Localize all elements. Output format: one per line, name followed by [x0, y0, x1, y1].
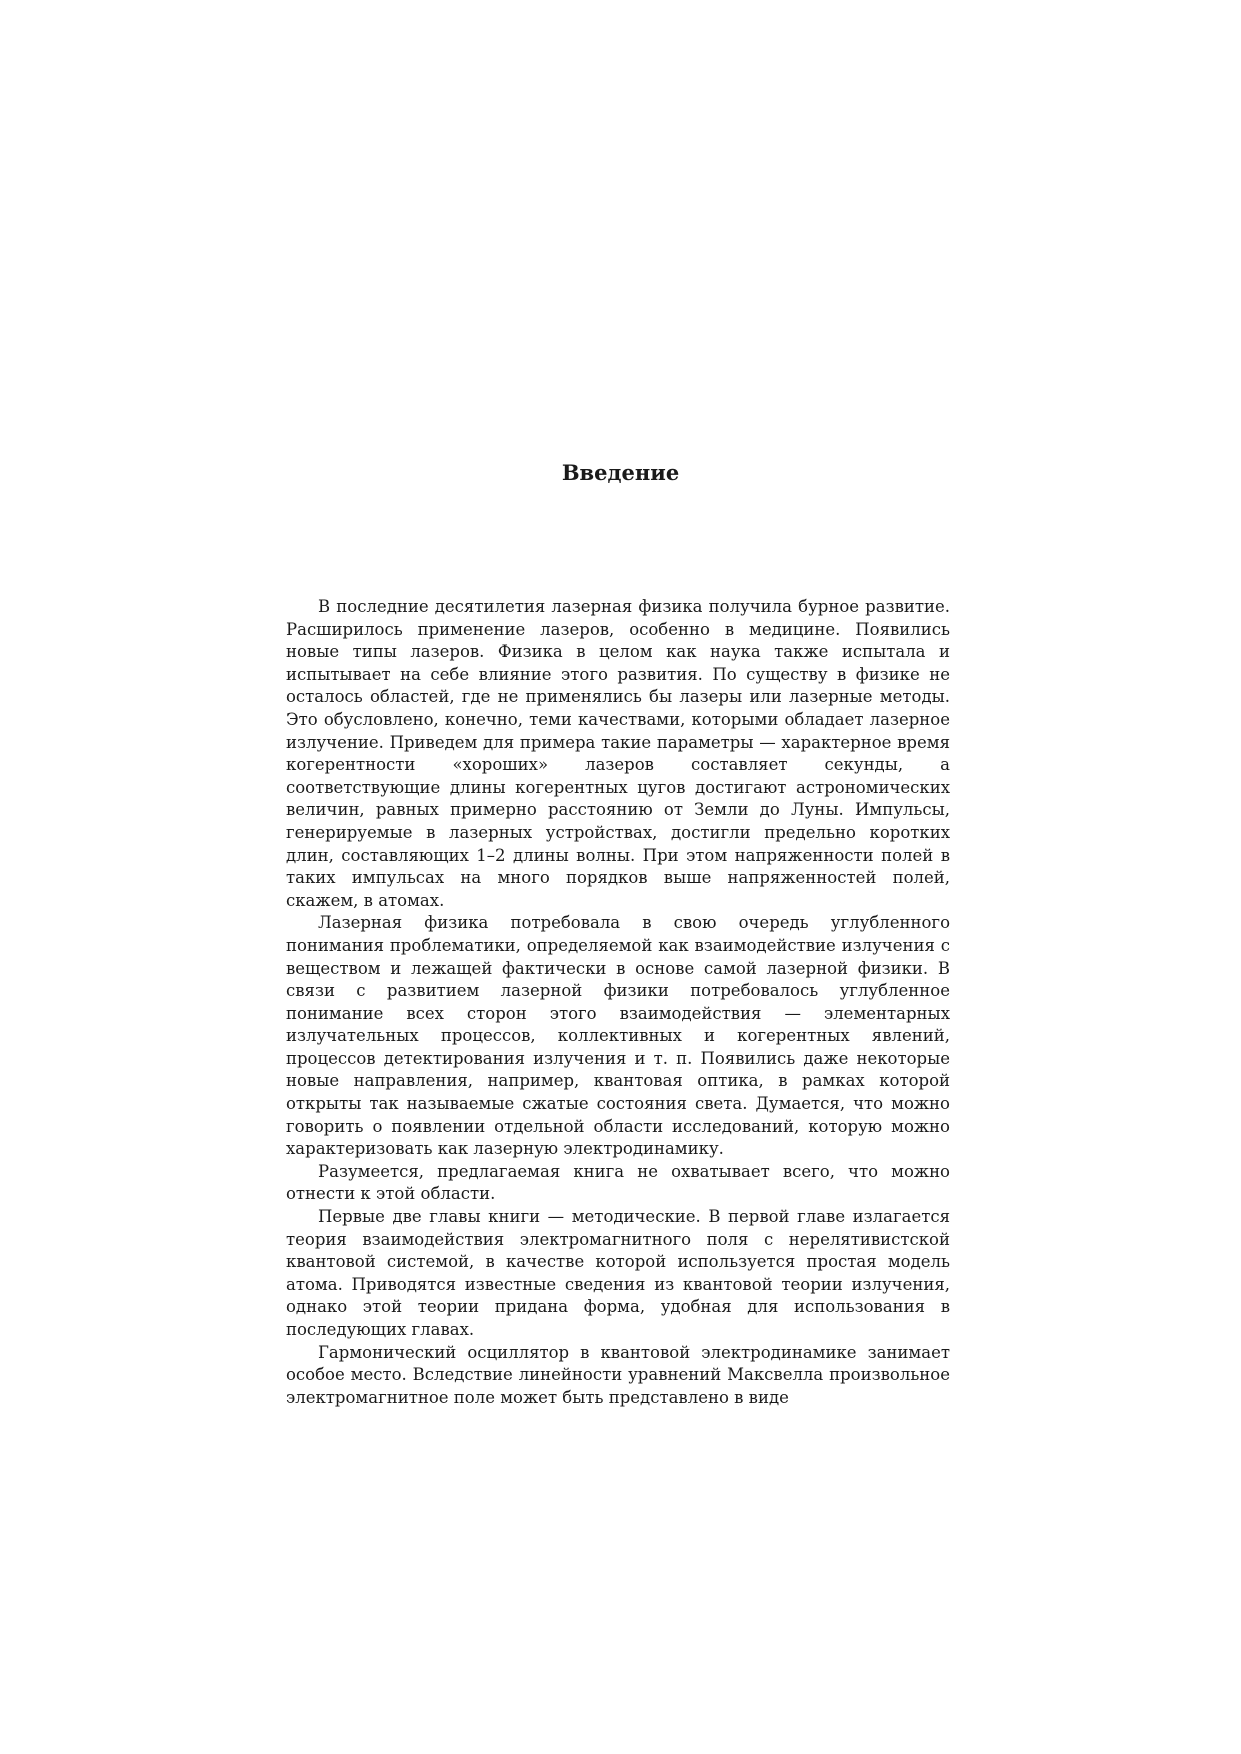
paragraph: В последние десятилетия лазерная физика получила бурное развитие. Расширилось применение лазеров, особенно в медицине. Появились новые типы лазеров. Физика в целом как наука также испытала и испытывает на себе влияние этого развития. По существу в физике не осталось областей, где не применялись бы лазеры или лазерные методы. Это обусловлено, конечно, теми качествами, которыми обладает лазерное излучение. Приведем для примера такие параметры — характерное время когерентности «хороших» лазеров составляет секунды, а соответствующие длины когерентных цугов достигают астрономических величин, равных примерно расстоянию от Земли до Луны. Импульсы, генерируемые в лазерных устройствах, достигли предельно коротких длин, составляющих 1–2 длины волны. При этом напряженности полей в таких импульсах на много порядков выше напряженностей полей, скажем, в атомах. [286, 597, 950, 910]
chapter-title: Введение [561, 460, 680, 485]
body-text [286, 596, 950, 1409]
paragraph: Первые две главы книги — методические. В первой главе излагается теория взаимодействия электромагнитного поля с нерелятивистской квантовой системой, в качестве которой используется простая модель атома. Приводятся известные сведения из квантовой теории излучения, однако этой теории придана форма, удобная для использования в последующих главах. [286, 1207, 950, 1339]
paragraph: Гармонический осциллятор в квантовой электродинамике занимает особое место. Вследствие линейности уравнений Максвелла произвольное электромагнитное поле может быть представлено в виде [286, 1342, 950, 1407]
paragraph: Лазерная физика потребовала в свою очередь углубленного понимания проблематики, определяемой как взаимодействие излучения с веществом и лежащей фактически в основе самой лазерной физики. В связи с развитием лазерной физики потребовалось углубленное понимание всех сторон этого взаимодействия — элементарных излучательных процессов, коллективных и когерентных явлений, процессов детектирования излучения и т. п. Появились даже некоторые новые направления, например, квантовая оптика, в рамках которой открыты так называемые сжатые состояния света. Думается, что можно говорить о появлении отдельной области исследований, которую можно характеризовать как лазерную электродинамику. [286, 913, 950, 1159]
paragraph: Разумеется, предлагаемая книга не охватывает всего, что можно отнести к этой области. [286, 1161, 950, 1204]
